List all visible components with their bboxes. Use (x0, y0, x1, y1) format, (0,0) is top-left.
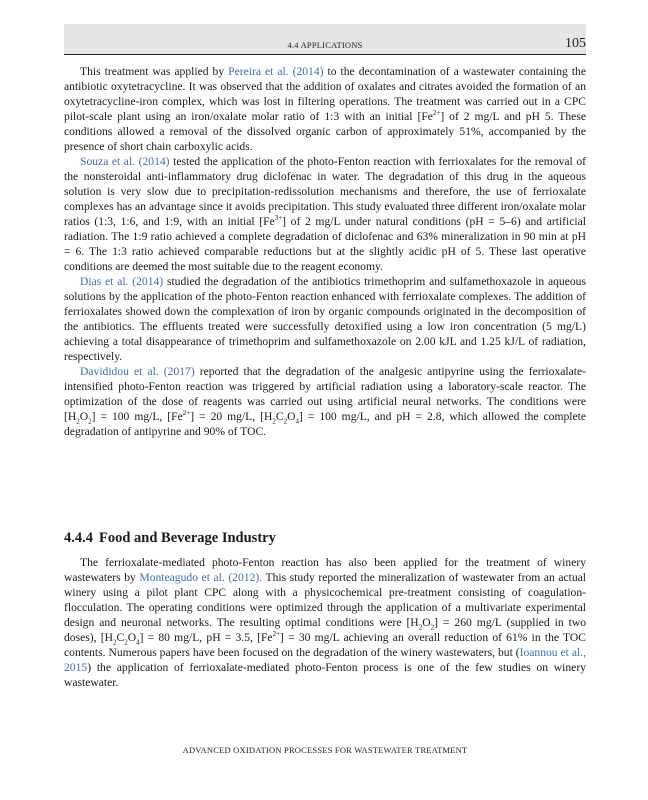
text-run: C (116, 631, 125, 644)
text-run: O (422, 616, 431, 629)
citation-link-souza-2014[interactable]: Souza et al. (2014) (80, 155, 170, 168)
superscript: 3+ (274, 214, 283, 223)
subscript: 2 (88, 417, 92, 426)
paragraph-souza (64, 154, 586, 274)
text-run: ] = 100 mg/L, [Fe (91, 410, 183, 423)
text-run: ] = 80 mg/L, pH = 3.5, [Fe (139, 631, 273, 644)
subscript: 4 (295, 417, 299, 426)
text-run: This treatment was applied by (80, 65, 229, 78)
text-run: reported that the degradation of the analgesic antipyrine using the ferrioxalate-intensified photo-Fenton reaction was triggered by artificial radiation using a laboratory-scale reactor. The optimization of the dose of reagents was carried out using artificial neural networks. The conditions were [H (64, 365, 586, 423)
subscript: 4 (136, 638, 140, 647)
text-run: ] of 2 mg/L and pH 5. These conditions allowed a removal of the dissolved organic carbon of approximately 51%, accompanied by the presence of short chain carboxylic acids. (64, 110, 586, 153)
text-run: O (287, 410, 296, 423)
subscript: 2 (76, 417, 80, 426)
running-head: 4.4 APPLICATIONS (287, 40, 363, 50)
header-rule (64, 54, 586, 55)
text-run: to the decontamination of a wastewater containing the antibiotic oxytetracycline. It was observed that the addition of oxalates and citrates avoided the formation of an oxytetracycline-iron complex, which was lost in filtering operations. The treatment was carried out in a CPC pilot-scale plant using an iron/oxalate molar ratio of 1:3 with an initial [Fe (64, 65, 586, 123)
subscript: 2 (418, 623, 423, 632)
paragraph-davididou (64, 364, 586, 439)
section-heading (64, 530, 586, 547)
section-number: 4.4.4 (64, 530, 93, 546)
superscript: 2+ (432, 109, 441, 118)
text-run: This study reported the mineralization of wastewater from an actual winery using a pilot plant CPC along with a physicochemical pre-treatment consisting of coagulation-flocculation. The operating conditions were optimized through the application of a multivariate experimental design and neuronal networks. The resulting optimal conditions were [H (64, 571, 587, 629)
citation-link-monteagudo-2012[interactable]: Monteagudo et al. (2012). (139, 571, 263, 584)
superscript: 2+ (272, 630, 281, 639)
subscript: 2 (272, 417, 276, 426)
text-run: ] = 260 mg/L (supplied in two doses), [H (64, 616, 586, 644)
text-run: O (127, 631, 137, 644)
paragraph-winery (64, 555, 586, 690)
text-run: ] of 2 mg/L under natural conditions (pH = 5–6) and artificial radiation. The 1:9 ratio achieved a complete degradation of diclofenac and 63% mineralization in 90 min at pH = 6. The 1:3 ratio achieved comparable reductions but at the slightly acidic pH of 5. These last operative conditions are deemed the most suitable due to the reagent economy. (64, 215, 586, 273)
subscript: 2 (124, 638, 128, 647)
text-run: ] = 20 mg/L, [H (190, 410, 273, 423)
citation-link-dias-2014[interactable]: Dias et al. (2014) (80, 275, 164, 288)
text-run: studied the degradation of the antibiotics trimethoprim and sulfamethoxazole in aqueous solutions by the application of the photo-Fenton reaction enhanced with ferrioxalate complexes. The addition of ferrioxalates showed down the complexation of iron by organic compounds originated in the decomposition of the antibiotics. The effluents treated were successfully detoxified using a low iron concentration (5 mg/L) achieving a total disappearance of trimethoprim and sulfamethoxazole on 2.00 kJL and 1.25 kJ/L of radiation, respectively. (64, 275, 586, 363)
paragraph-dias (64, 274, 586, 364)
section-title-text: Food and Beverage Industry (99, 530, 276, 546)
section-body-text (64, 555, 586, 690)
body-text (64, 64, 586, 439)
citation-link-ioannou-2015[interactable]: Ioannou et al., 2015 (64, 646, 586, 674)
subscript: 2 (112, 638, 117, 647)
citation-link-pereira-2014[interactable]: Pereira et al. (2014) (228, 65, 324, 78)
running-footer: ADVANCED OXIDATION PROCESSES FOR WASTEWATER TREATMENT (182, 745, 468, 755)
subscript: 2 (430, 623, 435, 632)
text-run: ] = 100 mg/L, and pH = 2.8, which allowed the complete degradation of antipyrine and 90% of TOC. (64, 410, 586, 438)
superscript: 2+ (182, 409, 191, 418)
text-run: O (79, 410, 89, 423)
citation-link-davididou-2017[interactable]: Davididou et al. (2017) (80, 365, 195, 378)
text-run: ] = 30 mg/L achieving an overall reduction of 61% in the TOC contents. Numerous papers have been focused on the degradation of the winery wastewaters, but ( (64, 631, 586, 659)
text-run: C (275, 410, 284, 423)
page-number: 105 (565, 36, 586, 51)
text-run: tested the application of the photo-Fenton reaction with ferrioxalates for the removal of the nonsteroidal anti-inflammatory drug diclofenac in water. The degradation of this drug in the aqueous solution is very slow due to precipitation-redissolution mechanisms and therefore, the use of ferrioxalate complexes has an advantage since it avoids precipitation. This study evaluated three different iron/oxalate molar ratios (1:3, 1:6, and 1:9, with an initial [Fe (64, 155, 586, 228)
text-run: The ferrioxalate-mediated photo-Fenton reaction has also been applied for the treatment of winery wastewaters by (64, 556, 586, 584)
subscript: 2 (283, 417, 288, 426)
paragraph-pereira (64, 64, 586, 154)
text-run: ) the application of ferrioxalate-mediated photo-Fenton process is one of the few studies on winery wastewater. (64, 661, 586, 689)
